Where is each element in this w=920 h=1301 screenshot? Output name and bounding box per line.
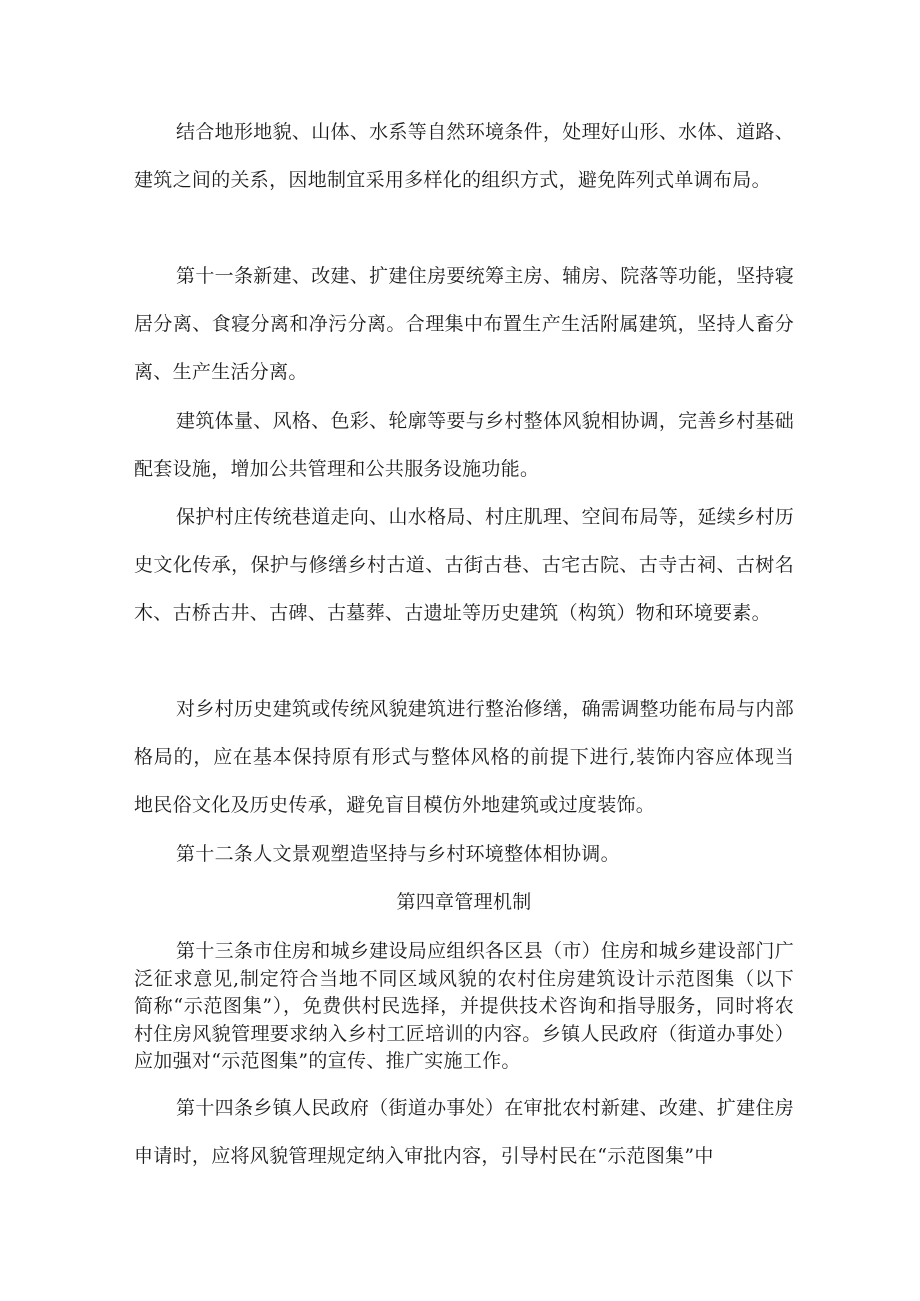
body-paragraph: 保护村庄传统巷道走向、山水格局、村庄肌理、空间布局等，延续乡村历史文化传承，保护与修缮乡村古道、古街古巷、古宅古院、古寺古祠、古树名木、古桥古井、古碑、古墓葬、古遗址等历史建筑（构筑）物和环境要素。 xyxy=(134,506,794,624)
paragraph-restoration xyxy=(134,685,794,829)
paragraph-article-13 xyxy=(134,938,794,1076)
paragraph-article-11 xyxy=(134,252,794,396)
body-paragraph: 第十三条市住房和城乡建设局应组织各区县（市）住房和城乡建设部门广泛征求意见,制定符合当地不同区域风貌的农村住房建筑设计示范图集（以下简称“示范图集”），免费供村民选择，并提供技术咨询和指导服务，同时将农村住房风貌管理要求纳入乡村工匠培训的内容。乡镇人民政府（街道办事处）应加强对“示范图集”的宣传、推广实施工作。 xyxy=(134,940,794,1072)
paragraph-building-style xyxy=(134,397,794,493)
paragraph-article-14 xyxy=(134,1084,794,1180)
paragraph-article-12 xyxy=(134,830,794,878)
paragraph-heritage-protection xyxy=(134,493,794,637)
body-paragraph: 第十四条乡镇人民政府（街道办事处）在审批农村新建、改建、扩建住房申请时，应将风貌管理规定纳入审批内容，引导村民在“示范图集”中 xyxy=(134,1097,794,1167)
body-paragraph: 结合地形地貌、山体、水系等自然环境条件，处理好山形、水体、道路、建筑之间的关系，因地制宜采用多样化的组织方式，避免阵列式单调布局。 xyxy=(134,121,794,191)
body-paragraph: 建筑体量、风格、色彩、轮廓等要与乡村整体风貌相协调，完善乡村基础配套设施，增加公共管理和公共服务设施功能。 xyxy=(134,410,794,480)
paragraph-terrain xyxy=(134,108,794,204)
body-paragraph: 对乡村历史建筑或传统风貌建筑进行整治修缮，确需调整功能布局与内部格局的，应在基本保持原有形式与整体风格的前提下进行,装饰内容应体现当地民俗文化及历史传承，避免盲目模仿外地建筑或过度装饰。 xyxy=(134,698,794,816)
chapter-heading-block xyxy=(134,878,794,926)
body-paragraph: 第十一条新建、改建、扩建住房要统筹主房、辅房、院落等功能，坚持寝居分离、食寝分离和净污分离。合理集中布置生产生活附属建筑，坚持人畜分离、生产生活分离。 xyxy=(134,265,794,383)
chapter-heading: 第四章管理机制 xyxy=(396,891,532,913)
body-paragraph: 第十二条人文景观塑造坚持与乡村环境整体相协调。 xyxy=(176,843,620,865)
